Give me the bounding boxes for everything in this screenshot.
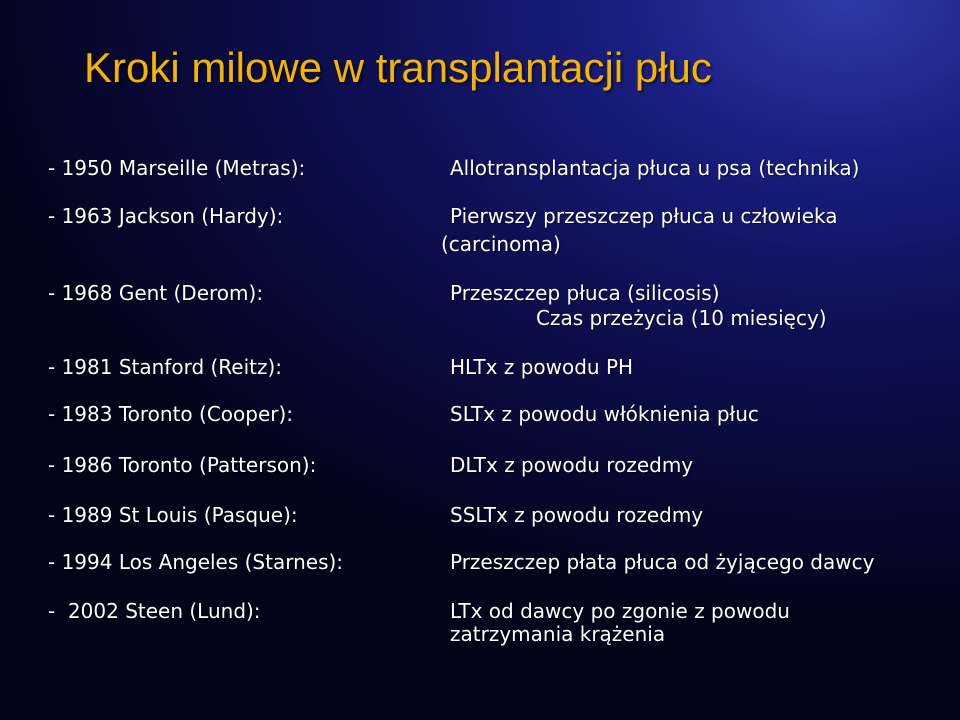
event-1963-what-2: (carcinoma): [441, 232, 561, 256]
slide-title: Kroki milowe w transplantacji płuc: [84, 44, 712, 91]
event-1963-what: Pierwszy przeszczep płuca u człowieka: [450, 204, 838, 228]
event-1950-who: - 1950 Marseille (Metras):: [48, 156, 306, 180]
event-1950-what: Allotransplantacja płuca u psa (technika): [450, 156, 860, 180]
event-1968-what: Przeszczep płuca (silicosis): [450, 281, 720, 305]
event-2002-who: - 2002 Steen (Lund):: [48, 599, 261, 623]
event-1968-what-2: Czas przeżycia (10 miesięcy): [536, 306, 827, 330]
event-1981-what: HLTx z powodu PH: [450, 355, 634, 379]
event-1981-who: - 1981 Stanford (Reitz):: [48, 355, 283, 379]
event-1983-what: SLTx z powodu włóknienia płuc: [450, 402, 759, 426]
event-1989-what: SSLTx z powodu rozedmy: [450, 503, 704, 527]
event-2002-what: LTx od dawcy po zgonie z powodu: [450, 599, 790, 623]
event-1994-what: Przeszczep płata płuca od żyjącego dawcy: [450, 550, 875, 574]
event-1963-who: - 1963 Jackson (Hardy):: [48, 204, 284, 228]
event-1986-what: DLTx z powodu rozedmy: [450, 453, 694, 477]
event-1994-who: - 1994 Los Angeles (Starnes):: [48, 550, 344, 574]
event-1983-who: - 1983 Toronto (Cooper):: [48, 402, 294, 426]
event-1986-who: - 1986 Toronto (Patterson):: [48, 453, 317, 477]
event-2002-what-2: zatrzymania krążenia: [450, 622, 666, 646]
event-1968-who: - 1968 Gent (Derom):: [48, 281, 264, 305]
event-1989-who: - 1989 St Louis (Pasque):: [48, 503, 298, 527]
